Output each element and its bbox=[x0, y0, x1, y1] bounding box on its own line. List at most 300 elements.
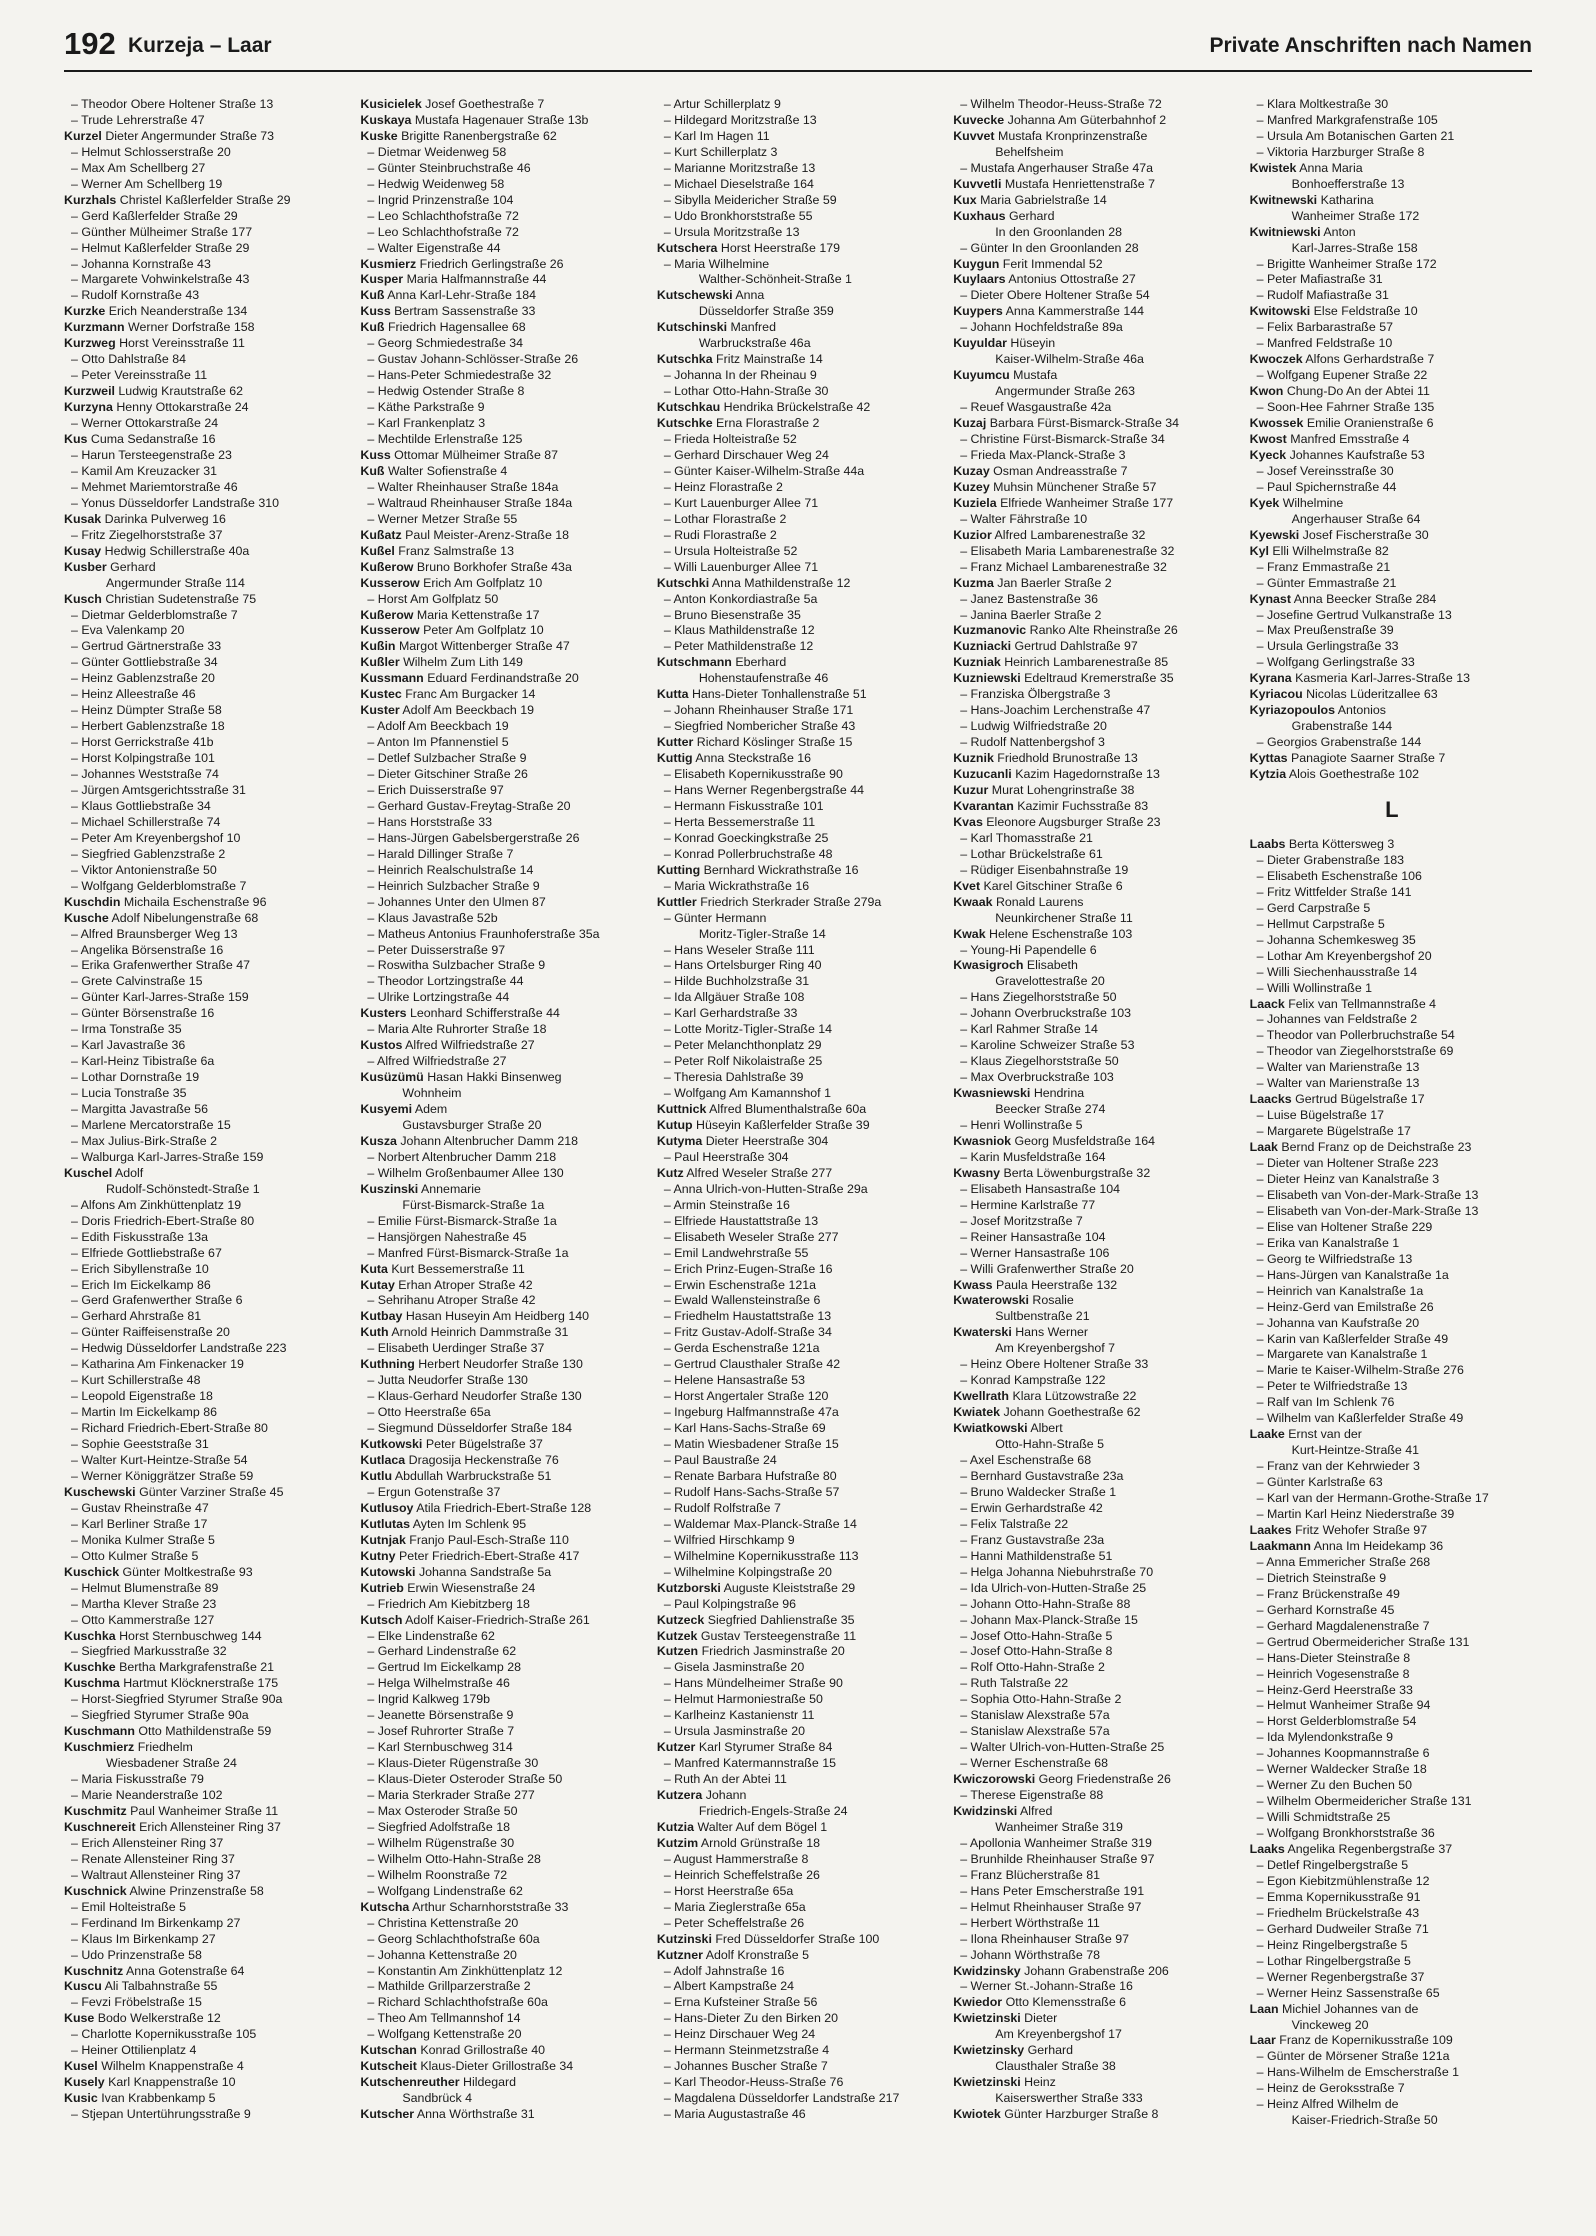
surname: Kuznik bbox=[953, 751, 994, 766]
surname: Kuttnick bbox=[656, 1102, 707, 1117]
directory-entry bbox=[1250, 2033, 1534, 2049]
directory-subentry: – Felix Barbarastraße 57 bbox=[1256, 320, 1393, 335]
directory-subentry: – Gerda Eschenstraße 121a bbox=[663, 1341, 820, 1356]
directory-subentry: – Hans-Wilhelm de Emscherstraße 1 bbox=[1256, 2065, 1460, 2080]
directory-subentry: – Maria Wickrathstraße 16 bbox=[663, 878, 810, 893]
surname: Kuschmierz bbox=[64, 1740, 135, 1755]
surname: Kyek bbox=[1249, 495, 1280, 510]
entry-details: Gerhard bbox=[110, 559, 156, 574]
directory-subentry: – Christina Kettenstraße 20 bbox=[367, 1915, 519, 1930]
entry-continuation: Vinckeweg 20 bbox=[1291, 2017, 1369, 2032]
directory-subentry: – Max Osteroder Straße 50 bbox=[367, 1803, 518, 1818]
directory-subentry: – Stanislaw Alexstraße 57a bbox=[960, 1708, 1110, 1723]
directory-entry bbox=[360, 623, 644, 639]
entry-details: Josef Fischerstraße 30 bbox=[1302, 527, 1429, 542]
entry-details: Gustav Tersteegenstraße 11 bbox=[700, 1628, 857, 1643]
directory-entry bbox=[64, 384, 348, 400]
directory-subentry: – Günter Raiffeisenstraße 20 bbox=[71, 1325, 230, 1340]
directory-subentry: – Gerhard Gustav-Freytag-Straße 20 bbox=[367, 798, 571, 813]
surname: Kutzeck bbox=[656, 1612, 705, 1627]
directory-subentry: – Heinz Ringelbergstraße 5 bbox=[1256, 1937, 1408, 1952]
directory-subentry: – Ralf van Im Schlenk 76 bbox=[1256, 1395, 1395, 1410]
directory-entry bbox=[1250, 448, 1534, 464]
surname: Kutschinski bbox=[656, 320, 728, 335]
directory-column bbox=[657, 97, 941, 2157]
directory-subentry: – Theodor van Ziegelhorststraße 69 bbox=[1256, 1044, 1454, 1059]
surname: Kutter bbox=[656, 735, 694, 750]
entry-continuation: Wiesbadener Straße 24 bbox=[106, 1756, 237, 1771]
directory-entry bbox=[64, 400, 348, 416]
directory-subentry: – Fevzi Fröbelstraße 15 bbox=[71, 1995, 202, 2010]
surname: Kwidzinski bbox=[953, 1803, 1018, 1818]
directory-subentry: – Karl-Heinz Tibistraße 6a bbox=[71, 1054, 215, 1069]
directory-subentry: – Heinz Gablenzstraße 20 bbox=[71, 671, 215, 686]
entry-details: Hüseyin Kaßlerfelder Straße 39 bbox=[696, 1118, 870, 1132]
directory-subentry: – Lothar Florastraße 2 bbox=[663, 511, 787, 526]
directory-subentry: – Erich Duisserstraße 97 bbox=[367, 782, 504, 797]
entry-details: Gertrud Bügelstraße 17 bbox=[1295, 1092, 1425, 1107]
directory-entry bbox=[657, 288, 941, 304]
directory-subentry: – Matin Wiesbadener Straße 15 bbox=[663, 1437, 839, 1452]
surname: Kuschma bbox=[64, 1676, 120, 1691]
directory-subentry: – Horst Gerrickstraße 41b bbox=[71, 735, 214, 750]
directory-subentry: – Werner Am Schellberg 19 bbox=[71, 176, 223, 191]
directory-subentry: – Günter Karlstraße 63 bbox=[1256, 1475, 1383, 1490]
entry-continuation: Fürst-Bismarck-Straße 1a bbox=[402, 1197, 545, 1212]
directory-subentry: – Viktoria Harzburger Straße 8 bbox=[1256, 144, 1425, 159]
directory-subentry: – Mustafa Angerhauser Straße 47a bbox=[960, 160, 1154, 175]
surname: Kutschke bbox=[656, 416, 713, 431]
entry-details: Christian Sudetenstraße 75 bbox=[105, 591, 257, 606]
surname: Kyewski bbox=[1249, 527, 1300, 542]
directory-subentry: – Rudolf Mafiastraße 31 bbox=[1256, 288, 1389, 303]
directory-entry bbox=[1250, 767, 1534, 783]
directory-entry bbox=[64, 911, 348, 927]
directory-entry bbox=[953, 2075, 1237, 2091]
surname: Kutschmann bbox=[656, 655, 732, 670]
surname: Kurzyna bbox=[64, 400, 113, 415]
directory-subentry: – Elise van Holtener Straße 229 bbox=[1256, 1219, 1433, 1234]
entry-details: Anton bbox=[1323, 224, 1356, 239]
directory-subentry: – Johann Hochfeldstraße 89a bbox=[960, 320, 1123, 335]
directory-subentry: – Peter Scheffelstraße 26 bbox=[663, 1915, 805, 1930]
directory-subentry: – Dietmar Weidenweg 58 bbox=[367, 144, 507, 159]
directory-entry bbox=[64, 1660, 348, 1676]
surname: Kwoczek bbox=[1249, 352, 1303, 367]
directory-subentry: – Günter Börsenstraße 16 bbox=[71, 1006, 215, 1021]
directory-subentry: – Elisabeth Uerdinger Straße 37 bbox=[367, 1341, 545, 1356]
surname: Kurzmann bbox=[64, 320, 125, 335]
directory-entry bbox=[657, 1788, 941, 1804]
surname: Kwasny bbox=[953, 1165, 1001, 1180]
directory-subentry: – Lothar Brückelstraße 61 bbox=[960, 846, 1103, 861]
directory-entry bbox=[360, 1501, 644, 1517]
directory-subentry: – Lothar Otto-Hahn-Straße 30 bbox=[663, 384, 829, 399]
entry-details: Günter Moltkestraße 93 bbox=[122, 1564, 253, 1579]
directory-subentry: – Heinrich van Kanalstraße 1a bbox=[1256, 1283, 1424, 1298]
entry-continuation: Kaiser-Friedrich-Straße 50 bbox=[1291, 2113, 1438, 2128]
directory-subentry: – Maria Alte Ruhrorter Straße 18 bbox=[367, 1022, 547, 1037]
surname: Kußerow bbox=[360, 559, 414, 574]
surname: Kux bbox=[953, 192, 977, 207]
entry-details: Adem bbox=[414, 1102, 448, 1117]
directory-subentry: – Marie te Kaiser-Wilhelm-Straße 276 bbox=[1256, 1363, 1464, 1378]
directory-entry bbox=[64, 560, 348, 576]
surname: Kutlu bbox=[360, 1468, 393, 1483]
directory-subentry: – Marlene Mercatorstraße 15 bbox=[71, 1118, 231, 1132]
directory-subentry: – Leo Schlachthofstraße 72 bbox=[367, 208, 519, 223]
surname: Kwiotek bbox=[953, 2107, 1001, 2122]
directory-subentry: – Walter Kurt-Heintze-Straße 54 bbox=[71, 1453, 248, 1468]
directory-subentry: – Josefine Gertrud Vulkanstraße 13 bbox=[1256, 607, 1452, 622]
directory-subentry: – Klaus Gottliebstraße 34 bbox=[71, 798, 211, 813]
entry-details: Auguste Kleiststraße 29 bbox=[723, 1580, 856, 1595]
surname: Kutzen bbox=[656, 1644, 699, 1659]
directory-entry bbox=[360, 655, 644, 671]
directory-subentry: – Horst-Siegfried Styrumer Straße 90a bbox=[71, 1692, 283, 1707]
directory-subentry: – Bruno Waldecker Straße 1 bbox=[960, 1484, 1117, 1499]
directory-subentry: – Herta Bessemerstraße 11 bbox=[663, 814, 816, 829]
entry-details: Wilhelmine bbox=[1282, 495, 1344, 510]
directory-subentry: – Siegfried Nombericher Straße 43 bbox=[663, 719, 856, 734]
directory-entry bbox=[64, 1740, 348, 1756]
entry-details: Bruno Borkhofer Straße 43a bbox=[416, 559, 572, 574]
entry-details: Hans Werner bbox=[1015, 1325, 1088, 1340]
directory-entry bbox=[360, 1038, 644, 1054]
directory-subentry: – Hans-Jürgen van Kanalstraße 1a bbox=[1256, 1267, 1449, 1282]
directory-subentry: – Manfred Feldstraße 10 bbox=[1256, 336, 1393, 351]
surname: Kuß bbox=[360, 288, 385, 303]
entry-details: Fritz Mainstraße 14 bbox=[716, 352, 823, 367]
directory-subentry: – Käthe Parkstraße 9 bbox=[367, 400, 485, 415]
directory-subentry: – Johannes Koopmannstraße 6 bbox=[1256, 1746, 1430, 1761]
surname: Kusserow bbox=[360, 575, 420, 590]
directory-subentry: – Klaus-Dieter Rügenstraße 30 bbox=[367, 1756, 539, 1771]
entry-details: Heinrich Lambarenestraße 85 bbox=[1004, 655, 1169, 670]
directory-subentry: – Karl Javastraße 36 bbox=[71, 1038, 186, 1053]
directory-subentry: – Johanna Kornstraße 43 bbox=[71, 256, 211, 271]
directory-subentry: – Hans Ziegelhorststraße 50 bbox=[960, 990, 1117, 1005]
surname: Kwasniok bbox=[953, 1133, 1012, 1148]
directory-entry bbox=[953, 639, 1237, 655]
directory-subentry: – Günter Steinbruchstraße 46 bbox=[367, 160, 531, 175]
directory-subentry: – Franz Blücherstraße 81 bbox=[960, 1867, 1101, 1882]
directory-subentry: – Maria Wilhelmine bbox=[663, 256, 770, 271]
directory-subentry: – Waldemar Max-Planck-Straße 14 bbox=[663, 1516, 857, 1531]
entry-details: Werner Dorfstraße 158 bbox=[128, 320, 255, 335]
directory-subentry: – Albert Kampstraße 24 bbox=[663, 1979, 794, 1994]
directory-subentry: – Monika Kulmer Straße 5 bbox=[71, 1532, 215, 1547]
surname: Kustos bbox=[360, 1038, 403, 1053]
directory-subentry: – Sophia Otto-Hahn-Straße 2 bbox=[960, 1692, 1122, 1707]
entry-details: Atila Friedrich-Ebert-Straße 128 bbox=[416, 1500, 592, 1515]
entry-details: Alfred bbox=[1020, 1803, 1053, 1818]
directory-subentry: – Hermine Karlstraße 77 bbox=[960, 1197, 1096, 1212]
directory-subentry: – Klaus Mathildenstraße 12 bbox=[663, 623, 815, 638]
entry-details: Katharina bbox=[1320, 192, 1374, 207]
entry-details: Annemarie bbox=[421, 1181, 481, 1196]
directory-entry bbox=[953, 1134, 1237, 1150]
directory-entry bbox=[360, 1533, 644, 1549]
directory-entry bbox=[953, 751, 1237, 767]
directory-subentry: – Josef Vereinsstraße 30 bbox=[1256, 463, 1394, 478]
entry-details: Ernst van der bbox=[1288, 1427, 1362, 1442]
entry-details: Eberhard bbox=[735, 655, 787, 670]
surname: Kustec bbox=[360, 687, 402, 702]
directory-entry bbox=[953, 576, 1237, 592]
directory-entry bbox=[360, 1581, 644, 1597]
directory-subentry: – Konstantin Am Zinkhüttenplatz 12 bbox=[367, 1963, 563, 1978]
directory-subentry: – Otto Heerstraße 65a bbox=[367, 1405, 491, 1420]
directory-entry bbox=[64, 1166, 348, 1182]
directory-subentry: – Emilie Fürst-Bismarck-Straße 1a bbox=[367, 1213, 557, 1228]
directory-entry bbox=[64, 1485, 348, 1501]
entry-details: Mustafa Hagenauer Straße 13b bbox=[414, 112, 589, 127]
directory-subentry: – Ingeburg Halfmannstraße 47a bbox=[663, 1405, 839, 1420]
directory-subentry: – Harald Dillinger Straße 7 bbox=[367, 846, 514, 861]
directory-subentry: – Therese Eigenstraße 88 bbox=[960, 1788, 1104, 1803]
directory-subentry: – Wilhelm van Kaßlerfelder Straße 49 bbox=[1256, 1411, 1464, 1426]
entry-details: Otto Mathildenstraße 59 bbox=[138, 1724, 272, 1739]
directory-subentry: – Hermann Fiskusstraße 101 bbox=[663, 798, 824, 813]
entry-details: Kurt Bessemerstraße 11 bbox=[391, 1261, 525, 1276]
surname: Kußin bbox=[360, 639, 396, 654]
entry-details: Manfred Emsstraße 4 bbox=[1290, 432, 1410, 447]
surname: Kwidzinsky bbox=[953, 1963, 1021, 1978]
entry-details: Kazim Hagedornstraße 13 bbox=[1015, 767, 1160, 782]
surname: Kuzucanli bbox=[953, 767, 1012, 782]
directory-subentry: – Friedrich Am Kiebitzberg 18 bbox=[367, 1596, 530, 1611]
directory-entry bbox=[64, 1676, 348, 1692]
directory-entry bbox=[360, 560, 644, 576]
entry-continuation: Am Kreyenbergshof 7 bbox=[995, 1341, 1116, 1356]
directory-subentry: – Helmut Schlosserstraße 20 bbox=[71, 144, 231, 159]
directory-subentry: – Helene Hansastraße 53 bbox=[663, 1373, 806, 1388]
directory-subentry: – Martin Karl Heinz Niederstraße 39 bbox=[1256, 1507, 1455, 1522]
entry-details: Hasan Huseyin Am Heidberg 140 bbox=[405, 1309, 590, 1324]
surname: Laack bbox=[1249, 996, 1285, 1011]
directory-subentry: – Richard Friedrich-Ebert-Straße 80 bbox=[71, 1421, 268, 1436]
directory-subentry: – Manfred Katermannstraße 15 bbox=[663, 1756, 836, 1771]
directory-subentry: – Ilona Rheinhauser Straße 97 bbox=[960, 1931, 1129, 1946]
entry-details: Gerhard bbox=[1009, 208, 1055, 223]
surname: Kußerow bbox=[360, 607, 414, 622]
directory-subentry: – Wolfgang Lindenstraße 62 bbox=[367, 1883, 523, 1898]
directory-entry bbox=[657, 1134, 941, 1150]
entry-details: Franjo Paul-Esch-Straße 110 bbox=[409, 1532, 569, 1547]
directory-entry bbox=[953, 304, 1237, 320]
directory-column bbox=[1250, 97, 1534, 2157]
directory-subentry: – Emil Landwehrstraße 55 bbox=[663, 1245, 809, 1260]
entry-details: Konrad Grillostraße 40 bbox=[420, 2043, 545, 2058]
surname: Kuscu bbox=[64, 1979, 102, 1994]
directory-subentry: – Georgios Grabenstraße 144 bbox=[1256, 735, 1422, 750]
directory-subentry: – Mathilde Grillparzerstraße 2 bbox=[367, 1979, 531, 1994]
directory-subentry: – Hans Peter Emscherstraße 191 bbox=[960, 1883, 1145, 1898]
directory-subentry: – Yonus Düsseldorfer Landstraße 310 bbox=[71, 495, 280, 510]
entry-details: Herbert Neudorfer Straße 130 bbox=[418, 1357, 583, 1372]
entry-details: Cuma Sedanstraße 16 bbox=[90, 432, 216, 447]
directory-entry bbox=[657, 576, 941, 592]
entry-details: Kazimir Fuchsstraße 83 bbox=[1017, 798, 1149, 813]
surname: Kutowski bbox=[360, 1564, 416, 1579]
surname: Kusch bbox=[64, 591, 102, 606]
entry-details: Ivan Krabbenkamp 5 bbox=[101, 2091, 216, 2106]
directory-subentry: – Wolfgang Gerlingstraße 33 bbox=[1256, 655, 1415, 670]
entry-details: Berta Köttersweg 3 bbox=[1288, 836, 1395, 851]
directory-entry bbox=[1250, 1539, 1534, 1555]
directory-entry bbox=[953, 1964, 1237, 1980]
entry-details: Dragosija Heckenstraße 76 bbox=[408, 1453, 559, 1468]
directory-subentry: – Anna Ulrich-von-Hutten-Straße 29a bbox=[663, 1181, 868, 1196]
directory-subentry: – Johanna In der Rheinau 9 bbox=[663, 368, 817, 383]
directory-subentry: – Sibylla Meidericher Straße 59 bbox=[663, 192, 837, 207]
surname: Kutta bbox=[656, 687, 689, 702]
directory-subentry: – Klaus-Dieter Osteroder Straße 50 bbox=[367, 1772, 563, 1787]
directory-entry bbox=[657, 1820, 941, 1836]
directory-subentry: – Hermann Steinmetzstraße 4 bbox=[663, 2043, 830, 2058]
entry-details: Nicolas Lüderitzallee 63 bbox=[1306, 687, 1438, 702]
directory-subentry: – Peter Duisserstraße 97 bbox=[367, 942, 506, 957]
directory-entry bbox=[953, 879, 1237, 895]
entry-details: Bertha Markgrafenstraße 21 bbox=[119, 1660, 275, 1675]
entry-details: Henny Ottokarstraße 24 bbox=[116, 400, 249, 415]
directory-entry bbox=[1250, 432, 1534, 448]
surname: Kus bbox=[64, 432, 88, 447]
entry-details: Michaila Eschenstraße 96 bbox=[123, 894, 267, 909]
entry-continuation: Kaiserswerther Straße 333 bbox=[995, 2091, 1143, 2106]
surname: Kurzke bbox=[64, 304, 106, 319]
entry-details: Felix van Tellmannstraße 4 bbox=[1288, 996, 1437, 1011]
directory-entry bbox=[64, 193, 348, 209]
entry-details: Elfriede Wanheimer Straße 177 bbox=[1000, 495, 1174, 510]
section-title: Private Anschriften nach Namen bbox=[1209, 34, 1532, 57]
directory-subentry: – Josef Moritzstraße 7 bbox=[960, 1213, 1083, 1228]
directory-subentry: – Soon-Hee Fahrner Straße 135 bbox=[1256, 400, 1435, 415]
directory-subentry: – Friedhelm Brückelstraße 43 bbox=[1256, 1905, 1420, 1920]
directory-entry bbox=[953, 671, 1237, 687]
surname: Kusche bbox=[64, 910, 109, 925]
directory-entry bbox=[64, 1629, 348, 1645]
directory-subentry: – Ursula Jasminstraße 20 bbox=[663, 1724, 805, 1739]
directory-subentry: – Wolfgang Gelderblomstraße 7 bbox=[71, 878, 247, 893]
directory-entry bbox=[657, 751, 941, 767]
directory-entry bbox=[360, 608, 644, 624]
directory-subentry: – Max Overbruckstraße 103 bbox=[960, 1070, 1114, 1085]
directory-subentry: – Helga Johanna Niebuhrstraße 70 bbox=[960, 1564, 1154, 1579]
entry-details: Walter Sofienstraße 4 bbox=[387, 463, 508, 478]
surname: Kuygun bbox=[953, 256, 1000, 271]
directory-subentry: – Elisabeth Hansastraße 104 bbox=[960, 1181, 1121, 1196]
entry-details: Rosalie bbox=[1032, 1293, 1074, 1308]
directory-entry bbox=[953, 1421, 1237, 1437]
entry-details: Emilie Oranienstraße 6 bbox=[1306, 416, 1434, 431]
directory-subentry: – Peter te Wilfriedstraße 13 bbox=[1256, 1379, 1408, 1394]
surname: Kuzur bbox=[953, 782, 989, 797]
directory-subentry: – Wolfgang Eupener Straße 22 bbox=[1256, 368, 1428, 383]
surname: Kuss bbox=[360, 304, 391, 319]
directory-subentry: – Günter de Mörsener Straße 121a bbox=[1256, 2049, 1450, 2064]
entry-details: Eduard Ferdinandstraße 20 bbox=[427, 671, 579, 686]
directory-subentry: – Georg Schmiedestraße 34 bbox=[367, 336, 524, 351]
surname: Kuschel bbox=[64, 1165, 113, 1180]
directory-subentry: – Werner Metzer Straße 55 bbox=[367, 511, 518, 526]
directory-subentry: – Elisabeth van Von-der-Mark-Straße 13 bbox=[1256, 1203, 1479, 1218]
directory-entry bbox=[657, 1836, 941, 1852]
entry-continuation: Walther-Schönheit-Straße 1 bbox=[698, 272, 852, 287]
entry-details: Bernd Franz op de Deichstraße 23 bbox=[1281, 1140, 1472, 1155]
directory-subentry: – Heinrich Vogesenstraße 8 bbox=[1256, 1666, 1410, 1681]
directory-subentry: – Paul Heerstraße 304 bbox=[663, 1149, 789, 1164]
directory-subentry: – Josef Otto-Hahn-Straße 5 bbox=[960, 1628, 1113, 1643]
entry-continuation: In den Groonlanden 28 bbox=[995, 224, 1122, 239]
directory-subentry: – Lothar Am Kreyenbergshof 20 bbox=[1256, 948, 1432, 963]
directory-subentry: – Helmut Blumenstraße 89 bbox=[71, 1580, 219, 1595]
directory-subentry: – Max Preußenstraße 39 bbox=[1256, 623, 1394, 638]
entry-details: Peter Am Golfplatz 10 bbox=[423, 623, 544, 638]
directory-entry bbox=[360, 257, 644, 273]
surname: Kuschke bbox=[64, 1660, 116, 1675]
directory-subentry: – Horst Gelderblomstraße 54 bbox=[1256, 1714, 1417, 1729]
directory-entry bbox=[64, 512, 348, 528]
directory-entry bbox=[953, 1804, 1237, 1820]
directory-entry bbox=[360, 1549, 644, 1565]
surname: Kutzek bbox=[656, 1628, 698, 1643]
surname: Kuschnereit bbox=[64, 1819, 136, 1834]
entry-details: Manfred bbox=[730, 320, 776, 335]
surname: Kuta bbox=[360, 1261, 388, 1276]
entry-continuation: Kaiser-Wilhelm-Straße 46a bbox=[995, 352, 1144, 367]
directory-subentry: – Klaus Im Birkenkamp 27 bbox=[71, 1931, 216, 1946]
directory-subentry: – Helga Wilhelmstraße 46 bbox=[367, 1676, 510, 1691]
directory-subentry: – Georg Schlachthofstraße 60a bbox=[367, 1931, 540, 1946]
directory-entry bbox=[360, 1565, 644, 1581]
directory-entry bbox=[360, 1453, 644, 1469]
entry-details: Klaus-Dieter Grillostraße 34 bbox=[420, 2059, 574, 2074]
entry-details: Anna bbox=[735, 288, 765, 303]
entry-details: Franz de Kopernikusstraße 109 bbox=[1279, 2033, 1453, 2048]
directory-subentry: – Dieter van Holtener Straße 223 bbox=[1256, 1156, 1439, 1171]
directory-entry bbox=[657, 1629, 941, 1645]
surname: Laabs bbox=[1249, 836, 1286, 851]
directory-subentry: – Ulrike Lortzingstraße 44 bbox=[367, 990, 510, 1005]
directory-subentry: – Matheus Antonius Fraunhoferstraße 35a bbox=[367, 926, 600, 941]
directory-subentry: – Viktor Antonienstraße 50 bbox=[71, 862, 217, 877]
directory-entry bbox=[360, 639, 644, 655]
directory-entry bbox=[953, 1086, 1237, 1102]
directory-subentry: – Kurt Schillerstraße 48 bbox=[71, 1373, 201, 1388]
entry-details: Maria Gabrielstraße 14 bbox=[980, 192, 1107, 207]
entry-continuation: Rudolf-Schönstedt-Straße 1 bbox=[106, 1181, 260, 1196]
directory-subentry: – Karl van der Hermann-Grothe-Straße 17 bbox=[1256, 1491, 1489, 1506]
directory-subentry: – Otto Dahlstraße 84 bbox=[71, 352, 187, 367]
directory-entry bbox=[1250, 687, 1534, 703]
directory-subentry: – Erika Grafenwerther Straße 47 bbox=[71, 958, 251, 973]
directory-subentry: – Apollonia Wanheimer Straße 319 bbox=[960, 1835, 1152, 1850]
surname: Kuypers bbox=[953, 304, 1003, 319]
entry-details: Eleonore Augsburger Straße 23 bbox=[986, 814, 1161, 829]
directory-subentry: – Erich Sibyllenstraße 10 bbox=[71, 1261, 209, 1276]
directory-column bbox=[64, 97, 348, 2157]
entry-details: Barbara Fürst-Bismarck-Straße 34 bbox=[989, 416, 1180, 431]
entry-continuation: Gustavsburger Straße 20 bbox=[402, 1118, 542, 1132]
surname: Kyrana bbox=[1249, 671, 1292, 686]
entry-details: Anna Karl-Lehr-Straße 184 bbox=[387, 288, 537, 303]
entry-details: Karl Styrumer Straße 84 bbox=[698, 1740, 833, 1755]
surname: Kyttas bbox=[1249, 751, 1288, 766]
surname: Kutbay bbox=[360, 1309, 403, 1324]
entry-details: Paul Wanheimer Straße 11 bbox=[130, 1803, 279, 1818]
